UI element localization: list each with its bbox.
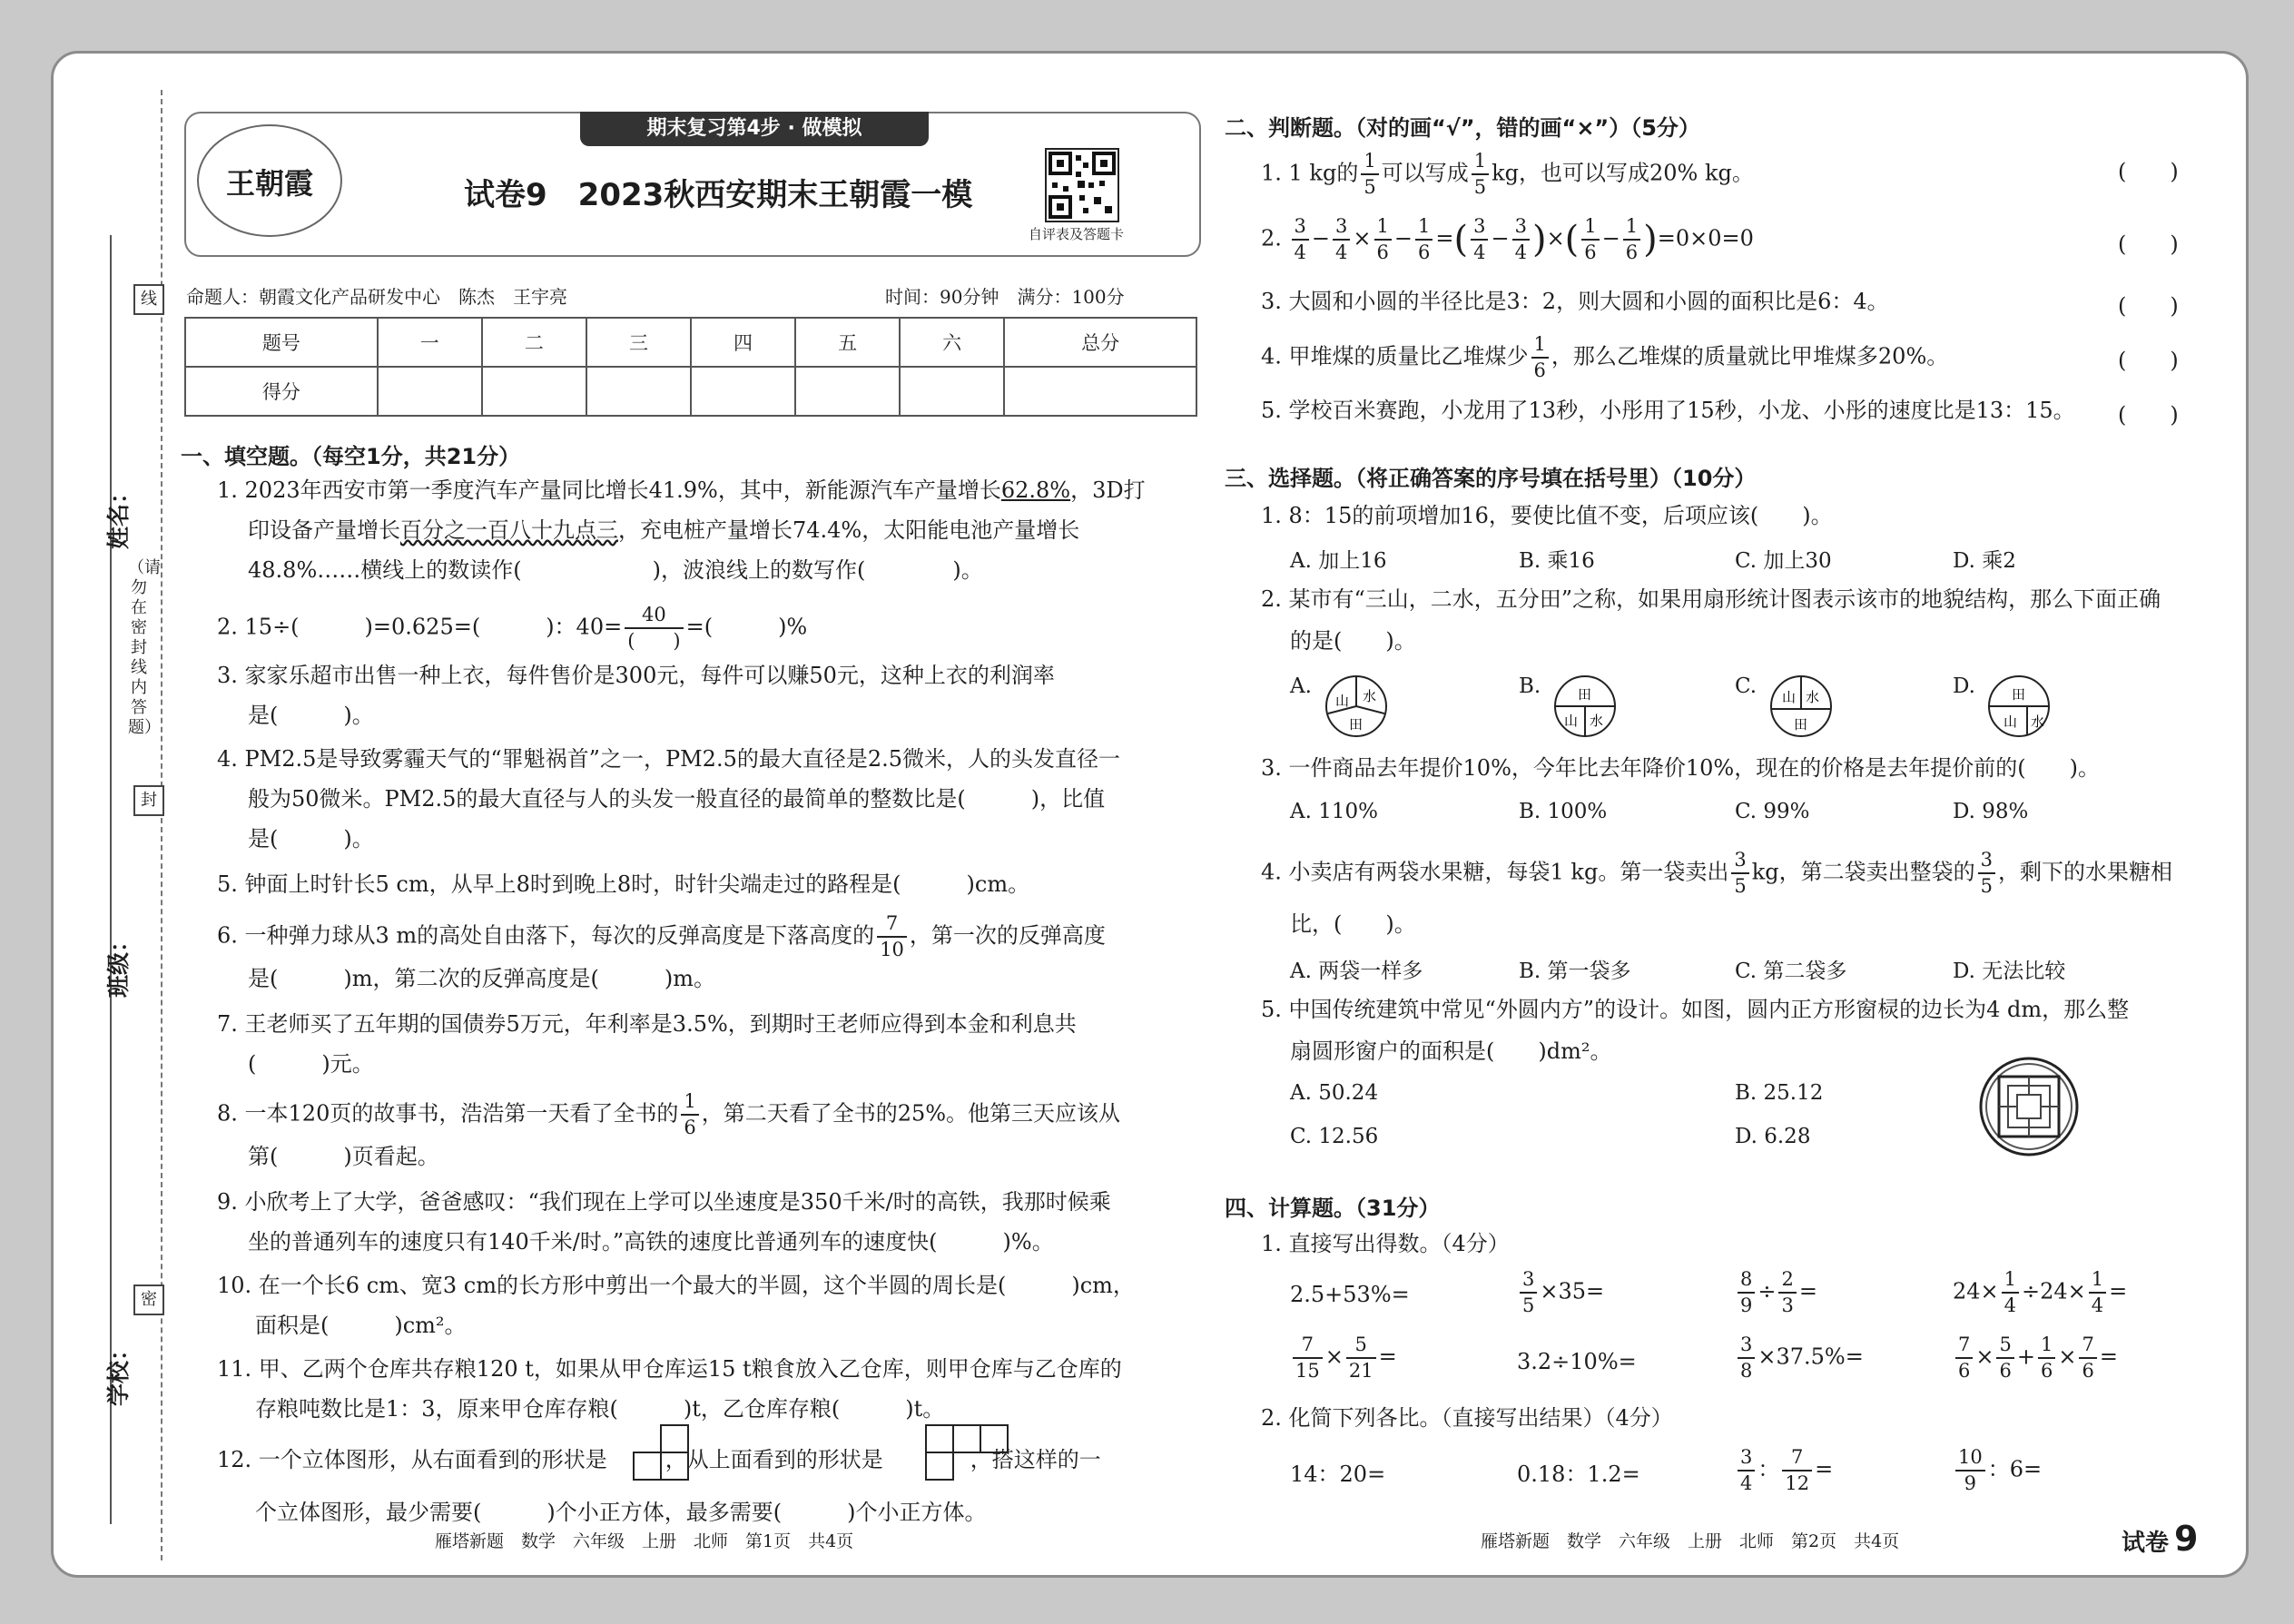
frac-num: 1 — [1531, 335, 1549, 359]
frac-den: 21 — [1348, 1360, 1373, 1382]
frac-den: 5 — [1734, 875, 1747, 897]
s1-q1-line1 — [217, 477, 1146, 504]
frac-den: 5 — [1980, 875, 1993, 897]
pie-label: 水 — [1806, 689, 1820, 705]
score-input[interactable] — [586, 367, 691, 416]
s1-q5: 5. 钟面上时针长5 cm，从早上8时到晚上8时，时针尖端走过的路程是( )cm。 — [217, 871, 1030, 897]
frac-num: 7 — [877, 914, 907, 938]
score-cell: 总分 — [1004, 318, 1196, 367]
frac-den: 9 — [1740, 1294, 1753, 1316]
frac-num: 1 — [1415, 217, 1433, 241]
calc-7 — [1735, 1335, 1864, 1381]
s1-q11-line2: 存粮吨数比是1：3，原来甲仓库存粮( )t，乙仓库存粮( )t。 — [255, 1396, 945, 1422]
score-table-score-row — [185, 367, 1196, 416]
s3-q4-opt-d[interactable]: D. 无法比较 — [1953, 960, 2066, 983]
frac-den: 15 — [1295, 1360, 1320, 1382]
s1-q1-text: ，3D打 — [1070, 477, 1146, 503]
s2-q1-text: kg，也可以写成20% kg。 — [1492, 160, 1754, 186]
frac-num: 1 — [1581, 217, 1599, 241]
s1-q1-line2 — [248, 517, 1079, 544]
s1-q6-line2: 是( )m，第二次的反弹高度是( )m。 — [248, 966, 715, 991]
calc-2 — [1517, 1270, 1604, 1315]
frac-den: 6 — [1958, 1360, 1971, 1382]
pie-option-d — [1987, 674, 2051, 738]
qr-caption: 自评表及答题卡 — [1029, 226, 1125, 242]
score-cell: 四 — [691, 318, 795, 367]
frac-num: 3 — [1731, 851, 1748, 874]
s3-q2-opt-b[interactable]: B. — [1519, 674, 1541, 698]
s3-q2-line1: 2. 某市有“三山，二水，五分田”之称，如果用扇形统计图表示该市的地貌结构，那么下面正确 — [1261, 586, 2161, 612]
frac-den: 4 — [1473, 241, 1486, 263]
footer-right: 雁塔新题 数学 六年级 上册 北师 第2页 共4页 — [1481, 1531, 1900, 1551]
frac-num: 1 — [2089, 1270, 2106, 1294]
frac-num: 1 — [1361, 152, 1378, 175]
frac-num: 3 — [1738, 1448, 1755, 1471]
frac-num: 2 — [1778, 1270, 1796, 1294]
calc-text: ×35= — [1540, 1278, 1605, 1304]
footer-left: 雁塔新题 数学 六年级 上册 北师 第1页 共4页 — [435, 1531, 854, 1551]
s3-q4-text: kg，第二袋卖出整袋的 — [1751, 859, 1975, 885]
s3-q3-opt-b[interactable]: B. 100% — [1519, 800, 1608, 823]
s3-q2-opt-a[interactable]: A. — [1290, 674, 1312, 698]
s1-q7-line2: ( )元。 — [248, 1051, 374, 1077]
calc-text: = — [2109, 1278, 2128, 1304]
s1-q6-text: 6. 一种弹力球从3 m的高处自由落下，每次的反弹高度是下落高度的 — [217, 922, 875, 949]
s3-q5-opt-b[interactable]: B. 25.12 — [1735, 1081, 1824, 1105]
frac-num: 1 — [1374, 217, 1392, 241]
frac-den: 6 — [1533, 359, 1546, 381]
section2-title: 二、判断题。（对的画“√”，错的画“×”）（5分） — [1225, 115, 1700, 141]
s2-q1-text: 1. 1 kg的 — [1261, 160, 1359, 186]
section1-title: 一、填空题。（每空1分，共21分） — [181, 444, 521, 469]
s1-q12-text: ，搭这样的一 — [970, 1447, 1101, 1472]
score-input[interactable] — [1004, 367, 1196, 416]
frac-den: 4 — [1335, 241, 1348, 263]
pie-label: 田 — [1578, 686, 1592, 703]
logo-text: 王朝霞 — [225, 166, 313, 201]
s3-q1-opt-a[interactable]: A. 加上16 — [1290, 549, 1387, 573]
s1-q1-line3: 48.8%……横线上的数读作( )，波浪线上的数写作( )。 — [248, 557, 983, 583]
score-cell: 五 — [795, 318, 900, 367]
frac-den: 6 — [1376, 241, 1389, 263]
score-cell: 题号 — [185, 318, 378, 367]
s1-q4-line1: 4. PM2.5是导致雾霾天气的“罪魁祸首”之一，PM2.5的最大直径是2.5微米，人的头发直径一 — [217, 746, 1121, 772]
frac-num: 3 — [1471, 217, 1488, 241]
s1-q3-line1: 3. 家家乐超市出售一种上衣，每件售价是300元，每件可以赚50元，这种上衣的利润率 — [217, 663, 1055, 688]
frac-num: 7 — [1782, 1448, 1812, 1471]
exam-tag-number: 9 — [2174, 1519, 2199, 1559]
score-input[interactable] — [482, 367, 586, 416]
pie-label: 水 — [1363, 688, 1377, 704]
frac-num: 3 — [1738, 1335, 1755, 1359]
s1-q4-line2: 般为50微米。PM2.5的最大直径与人的头发一般直径的最简单的整数比是( )，比值 — [248, 786, 1106, 812]
ratio-1: 14：20= — [1290, 1462, 1386, 1487]
s1-q3-line2: 是( )。 — [248, 703, 374, 728]
frac-den: ( ) — [627, 630, 681, 652]
s1-q8-line2: 第( )页看起。 — [248, 1144, 439, 1169]
s3-q3-opt-d[interactable]: D. 98% — [1953, 800, 2029, 823]
frac-num: 10 — [1955, 1448, 1985, 1471]
s1-q11-line1: 11. 甲、乙两个仓库共存粮120 t，如果从甲仓库运15 t粮食放入乙仓库，则甲仓库与乙仓库的 — [217, 1356, 1122, 1382]
s3-q4-line2: 比，( )。 — [1290, 911, 1416, 937]
s3-q3: 3. 一件商品去年提价10%，今年比去年降价10%，现在的价格是去年提价前的( )。 — [1261, 755, 2100, 781]
frac-den: 5 — [1364, 176, 1376, 198]
s3-q1-opt-d[interactable]: D. 乘2 — [1953, 549, 2016, 573]
exam-tag-label: 试卷 — [2122, 1530, 2170, 1557]
s2-q5: 5. 学校百米赛跑，小龙用了13秒，小彤用了15秒，小龙、小彤的速度比是13：15。 — [1261, 398, 2075, 423]
s3-q3-opt-c[interactable]: C. 99% — [1735, 800, 1810, 823]
frac-den: 6 — [1418, 241, 1431, 263]
calc-text: = — [1798, 1278, 1817, 1304]
score-input[interactable] — [900, 367, 1004, 416]
logo-emblem — [197, 124, 342, 237]
top-view-figure — [925, 1424, 1009, 1481]
s1-q4-line3: 是( )。 — [248, 826, 374, 851]
s2-q4-text: ，那么乙堆煤的质量就比甲堆煤多20%。 — [1551, 343, 1949, 369]
s3-q1-opt-c[interactable]: C. 加上30 — [1735, 549, 1832, 573]
frac-den: 4 — [1740, 1472, 1753, 1494]
calc-1: 2.5+53%= — [1290, 1282, 1410, 1307]
answer-paren[interactable]: ( ) — [2118, 231, 2179, 257]
score-input[interactable] — [378, 367, 482, 416]
score-cell: 六 — [900, 318, 1004, 367]
s1-q7-line1: 7. 王老师买了五年期的国债券5万元，年利率是3.5%，到期时王老师应得到本金和利息共 — [217, 1011, 1077, 1037]
s3-q5-line1: 5. 中国传统建筑中常见“外圆内方”的设计。如图，圆内正方形窗棂的边长为4 dm，那么整 — [1261, 997, 2130, 1022]
s3-q1: 1. 8：15的前项增加16，要使比值不变，后项应该( )。 — [1261, 503, 1833, 528]
calc-text: ：6= — [1987, 1456, 2043, 1482]
frac-den: 3 — [1781, 1294, 1794, 1316]
paren-glyph: ( — [1453, 219, 1469, 261]
s2-q2-text: =0×0=0 — [1657, 225, 1754, 251]
pie-option-c — [1769, 674, 1833, 738]
frac-den: 8 — [1740, 1360, 1753, 1382]
section4-title: 四、计算题。（31分） — [1225, 1196, 1441, 1221]
s4-q1: 1. 直接写出得数。（4分） — [1261, 1231, 1510, 1256]
s1-q1-text: ，充电桩产量增长74.4%，太阳能电池产量增长 — [618, 517, 1080, 543]
exam-tag — [2122, 1519, 2198, 1559]
frac-num: 1 — [2002, 1270, 2019, 1294]
pie-label: 山 — [1335, 693, 1350, 709]
s3-q3-opt-a[interactable]: A. 110% — [1290, 800, 1378, 823]
section3-title: 三、选择题。（将正确答案的序号填在括号里）（10分） — [1225, 466, 1757, 491]
calc-text: ×37.5%= — [1757, 1343, 1864, 1370]
page-title: 试卷9 2023秋西安期末王朝霞一模 — [464, 177, 973, 213]
s2-q3: 3. 大圆和小圆的半径比是3：2，则大圆和小圆的面积比是6：4。 — [1261, 289, 1889, 314]
score-table — [184, 317, 1197, 417]
cut-mark-2: 封 — [133, 785, 164, 816]
school-label: 学校： — [105, 1337, 132, 1406]
qr-icon — [1047, 150, 1117, 221]
s1-q1-wavy: 百分之一百八十九点三 — [400, 517, 618, 543]
frac-den: 10 — [880, 939, 904, 960]
s3-q4-opt-c[interactable]: C. 第二袋多 — [1735, 960, 1847, 983]
s1-q12-text: ，从上面看到的形状是 — [665, 1447, 883, 1472]
score-input[interactable] — [795, 367, 900, 416]
frac-den: 9 — [1964, 1472, 1977, 1494]
s3-q5-line2: 扇圆形窗户的面积是( )dm²。 — [1290, 1038, 1612, 1064]
name-label: 姓名： — [105, 480, 132, 549]
s3-q5-opt-d[interactable]: D. 6.28 — [1735, 1125, 1811, 1148]
s1-q10-line1: 10. 在一个长6 cm、宽3 cm的长方形中剪出一个最大的半圆，这个半圆的周长是( )cm， — [217, 1273, 1135, 1298]
s2-q2: 2. $\frac{3}{4}$ − $\frac{3}{4}$ × $\frac{1}{6}$ − $\frac{1}{6}$ =( $\frac{3}{4}$ − $\frac{3}{4}$ )×( $\frac{1}{6}$ − $\frac{1}{6}$ )=0×0=0 — [1261, 215, 1754, 263]
s1-q12-line2: 个立体图形，最少需要( )个小正方体，最多需要( )个小正方体。 — [255, 1500, 987, 1525]
score-cell: 一 — [378, 318, 482, 367]
s1-q10-line2: 面积是( )cm²。 — [255, 1313, 467, 1338]
s3-q1-opt-b[interactable]: B. 乘16 — [1519, 549, 1595, 573]
frac-num: 3 — [1333, 217, 1350, 241]
frac-num: 1 — [1623, 217, 1640, 241]
s3-q5-opt-a[interactable]: A. 50.24 — [1290, 1081, 1379, 1105]
frac-num: 8 — [1738, 1270, 1755, 1294]
ratio-3: $\frac{3}{4}$ ： $\frac{7}{12}$ = — [1735, 1448, 1833, 1493]
pie-label: 水 — [2031, 714, 2045, 730]
frac-den: 4 — [1294, 241, 1306, 263]
frac-den: 5 — [1473, 176, 1487, 198]
s2-q1 — [1261, 152, 1754, 197]
frac-den: 12 — [1785, 1472, 1810, 1494]
pie-option-b — [1553, 674, 1617, 738]
calc-text: = — [1815, 1456, 1834, 1482]
frac-num: 7 — [1293, 1335, 1323, 1359]
s3-q4-text: 4. 小卖店有两袋水果糖，每袋1 kg。第一袋卖出 — [1261, 859, 1729, 885]
right-view-figure — [633, 1424, 689, 1481]
frac-num: 3 — [1520, 1270, 1537, 1294]
frac-num: 7 — [1955, 1335, 1973, 1359]
s2-q4 — [1261, 335, 1948, 380]
frac-den: 6 — [2040, 1360, 2053, 1382]
answer-paren[interactable]: ( ) — [2118, 159, 2179, 184]
frac-den: 6 — [1584, 241, 1597, 263]
paren-glyph: ( — [1564, 219, 1580, 261]
s4-q2: 2. 化简下列各比。（直接写出结果）（4分） — [1261, 1405, 1673, 1431]
paren-glyph: ) — [1531, 219, 1547, 261]
cut-mark-1: 线 — [133, 284, 164, 315]
frac-num: 3 — [1292, 217, 1309, 241]
frac-den: 5 — [1522, 1294, 1535, 1316]
calc-5: $\frac{7}{15}$ × $\frac{5}{21}$ = — [1290, 1335, 1397, 1381]
frac-den: 6 — [1999, 1360, 2012, 1382]
s3-q4-line1 — [1261, 851, 2172, 896]
s1-q6-text: ，第一次的反弹高度 — [909, 922, 1106, 949]
s1-q8-line1 — [217, 1092, 1120, 1137]
exam-sheet — [51, 51, 2249, 1578]
score-input[interactable] — [691, 367, 795, 416]
s1-q1-text: 印设备产量增长 — [248, 517, 400, 543]
calc-3: $\frac{8}{9}$ ÷ $\frac{2}{3}$ = — [1735, 1270, 1817, 1315]
ratio-2: 0.18：1.2= — [1517, 1462, 1640, 1487]
frac-num: 5 — [1346, 1335, 1376, 1359]
s1-q1-text: 1. 2023年西安市第一季度汽车产量同比增长41.9%，其中，新能源汽车产量增长 — [217, 477, 1001, 503]
frac-num: 1 — [2038, 1335, 2055, 1359]
score-label: 得分 — [185, 367, 378, 416]
s2-q2-text: 2. — [1261, 225, 1282, 251]
s3-q2-opt-c[interactable]: C. — [1735, 674, 1757, 698]
s3-q2-opt-d[interactable]: D. — [1953, 674, 1975, 698]
frac-den: 4 — [2091, 1294, 2104, 1316]
frac-den: 6 — [684, 1117, 696, 1138]
pie-label: 山 — [2004, 714, 2018, 730]
s2-q4-text: 4. 甲堆煤的质量比乙堆煤少 — [1261, 343, 1529, 369]
s1-q8-text: 8. 一本120页的故事书，浩浩第一天看了全书的 — [217, 1100, 679, 1127]
answer-paren[interactable]: ( ) — [2118, 293, 2179, 319]
s1-q12-text: 12. 一个立体图形，从右面看到的形状是 — [217, 1447, 607, 1472]
s1-q2-tail: =( )% — [685, 614, 808, 640]
frac-den: 4 — [1514, 241, 1527, 263]
frac-den: 6 — [1625, 241, 1639, 263]
s1-q1-underlined: 62.8% — [1000, 477, 1071, 503]
frac-num: 3 — [1512, 217, 1530, 241]
pie-label: 田 — [1794, 716, 1808, 733]
pie-label: 山 — [1782, 689, 1797, 705]
frac-num: 40 — [625, 605, 683, 629]
frac-num: 5 — [1996, 1335, 2013, 1359]
s1-q2 — [217, 605, 807, 651]
s3-q2-line2: 的是( )。 — [1290, 628, 1416, 654]
pie-option-a — [1324, 674, 1388, 738]
s1-q9-line1: 9. 小欣考上了大学，爸爸感叹：“我们现在上学可以坐速度是350千米/时的高铁，我那时候乘 — [217, 1189, 1111, 1215]
ratio-4 — [1953, 1448, 2042, 1493]
score-cell: 二 — [482, 318, 586, 367]
score-cell: 三 — [586, 318, 691, 367]
calc-8: $\frac{7}{6}$ × $\frac{5}{6}$ + $\frac{1}{6}$ × $\frac{7}{6}$ = — [1953, 1335, 2118, 1381]
pie-label: 田 — [2012, 686, 2026, 703]
score-table-header-row — [185, 318, 1196, 367]
pie-label: 田 — [1349, 716, 1364, 733]
frac-den: 6 — [2082, 1360, 2094, 1382]
s3-q4-text: ，剩下的水果糖相 — [1998, 859, 2172, 885]
s3-q5-opt-c[interactable]: C. 12.56 — [1290, 1125, 1379, 1148]
frac-den: 4 — [2004, 1294, 2017, 1316]
pie-label: 水 — [1590, 713, 1604, 729]
answer-paren[interactable]: ( ) — [2118, 402, 2179, 428]
frac-num: 3 — [1978, 851, 1995, 874]
pie-label: 山 — [1564, 713, 1579, 729]
cut-mark-3: 密 — [133, 1284, 164, 1315]
banner: 期末复习第4步 · 做模拟 — [580, 112, 929, 146]
s3-q4-opt-a[interactable]: A. 两袋一样多 — [1290, 960, 1423, 983]
fill-line — [110, 235, 112, 1524]
calc-6: 3.2÷10%= — [1517, 1349, 1637, 1374]
time-score: 时间：90分钟 满分：100分 — [885, 286, 1125, 308]
frac-num: 1 — [681, 1092, 698, 1116]
s2-q1-text: 可以写成 — [1381, 160, 1469, 186]
s1-q9-line2: 坐的普通列车的速度只有140千米/时。”高铁的速度比普通列车的速度快( )%。 — [248, 1229, 1054, 1255]
round-window-figure — [1978, 1056, 2080, 1157]
calc-4: 24× $\frac{1}{4}$ ÷24× $\frac{1}{4}$ = — [1953, 1268, 2128, 1316]
s1-q2-text: 2. 15÷( )=0.625=( )：40= — [217, 614, 623, 640]
seal-note: （请勿在密封线内答题） — [128, 558, 161, 737]
paren-glyph: ) — [1643, 219, 1658, 261]
frac-num: 7 — [2079, 1335, 2096, 1359]
s1-q8-text: ，第二天看了全书的25%。他第三天应该从 — [701, 1100, 1121, 1127]
s1-q6-line1 — [217, 914, 1106, 960]
answer-paren[interactable]: ( ) — [2118, 348, 2179, 373]
s3-q4-opt-b[interactable]: B. 第一袋多 — [1519, 960, 1631, 983]
class-label: 班级： — [105, 929, 132, 998]
authors: 命题人：朝霞文化产品研发中心 陈杰 王宇亮 — [186, 286, 567, 308]
qr-code — [1045, 148, 1119, 222]
frac-num: 1 — [1472, 152, 1489, 175]
